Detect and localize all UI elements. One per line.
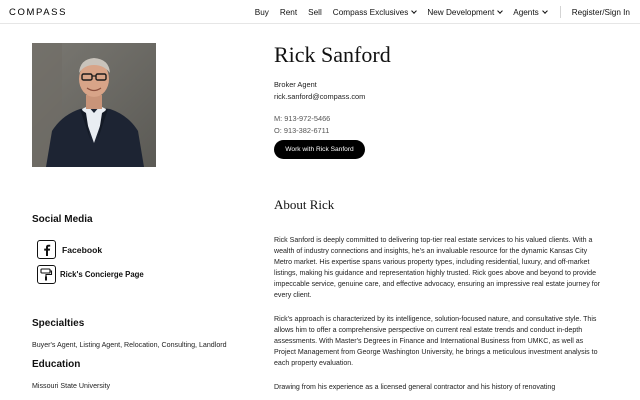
top-navbar <box>0 0 640 24</box>
nav-sell[interactable] <box>308 8 322 17</box>
chevron-down-icon <box>411 8 417 14</box>
nav-agents-label: Agents <box>513 7 539 17</box>
facebook-icon <box>37 240 56 259</box>
chevron-down-icon <box>542 8 548 14</box>
facebook-link[interactable] <box>37 240 102 259</box>
specialties-list: Buyer's Agent, Listing Agent, Relocation, Consulting, Landlord <box>32 341 227 349</box>
paint-roller-icon <box>37 265 56 284</box>
nav-new-development-label: New Development <box>427 7 495 17</box>
register-sign-in-label: Register/Sign In <box>571 7 630 17</box>
about-paragraph: Rick's approach is characterized by its intelligence, solution-focused nature, and consultative style. This allows him to offer a comprehensive perspective on current real estate trends and conduct in-depth assessments. With Master's Degrees in Finance and International Business from UMKC, as well as Project Management from George Washington University, he brings a meticulous investment analysis to each property evaluation. <box>274 316 598 368</box>
agent-portrait-icon <box>32 43 156 167</box>
agent-email-link[interactable]: rick.sanford@compass.com <box>274 92 366 101</box>
register-sign-in-link[interactable] <box>572 8 630 17</box>
nav-rent-label: Rent <box>279 7 298 17</box>
nav-compass-exclusives-label: Compass Exclusives <box>332 7 409 17</box>
agent-photo <box>32 43 156 167</box>
social-media-heading: Social Media <box>32 214 93 225</box>
facebook-label: Facebook <box>62 244 103 255</box>
agent-office-phone[interactable]: O: 913-382-6711 <box>274 126 330 135</box>
nav-rent[interactable] <box>280 8 297 17</box>
work-with-agent-button[interactable]: Work with Rick Sanford <box>274 140 365 159</box>
about-heading: About Rick <box>274 197 335 212</box>
agent-name: Rick Sanford <box>274 42 391 67</box>
about-paragraph: Rick Sanford is deeply committed to delivering top-tier real estate services to his valued clients. With a wealth of industry connections and insights, he's an invaluable resource for the dynamic Kansas City Metro market. His expertise spans various property types, including residential, luxury, and off-market listings, making his guidance and representation highly trusted. Rick goes above and beyond to provide impeccable service, genuine care, and effective advocacy, ensuring an impressive real estate journey for every client. <box>274 237 601 300</box>
education-text: Missouri State University <box>32 382 111 390</box>
nav-new-development[interactable] <box>427 8 502 17</box>
facebook-glyph <box>41 243 52 256</box>
agent-mobile-phone[interactable]: M: 913-972-5466 <box>274 114 331 123</box>
about-paragraph: Drawing from his experience as a licensed general contractor and his history of renovating <box>274 384 556 391</box>
nav-sell-label: Sell <box>308 7 322 17</box>
agent-title: Broker Agent <box>274 80 317 89</box>
main-nav <box>244 0 630 24</box>
concierge-page-link[interactable] <box>37 265 144 284</box>
compass-logo[interactable]: COMPASS <box>9 7 68 18</box>
paint-roller-glyph <box>40 268 53 281</box>
nav-agents[interactable] <box>513 8 547 17</box>
specialties-heading: Specialties <box>32 318 85 329</box>
concierge-page-label: Rick's Concierge Page <box>60 270 144 279</box>
education-heading: Education <box>32 359 81 370</box>
nav-buy[interactable] <box>255 8 269 17</box>
nav-buy-label: Buy <box>254 7 269 17</box>
nav-compass-exclusives[interactable] <box>333 8 417 17</box>
nav-divider <box>560 6 561 18</box>
chevron-down-icon <box>497 8 503 14</box>
